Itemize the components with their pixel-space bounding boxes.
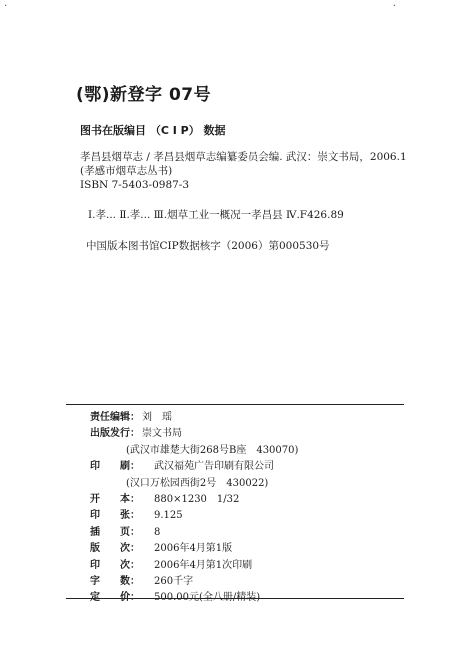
info-row-sheets	[90, 508, 410, 524]
corner-mark-right: ·	[392, 1, 396, 12]
info-label-publisher: 出版发行：	[90, 428, 140, 440]
info-value-edition: 2006年4月第1版	[154, 543, 233, 555]
cip-line-series: (孝感市烟草志丛书)	[80, 165, 173, 177]
registration-number: (鄂)新登字 07号	[76, 85, 212, 105]
info-value-word-count: 260千字	[154, 575, 194, 587]
info-value-editor: 刘 瑶	[142, 412, 172, 423]
classification-line: Ⅰ.孝... Ⅱ.孝... Ⅲ.烟草工业一概况一孝昌县 Ⅳ.F426.89	[88, 209, 344, 221]
info-label-price: 定 价：	[90, 592, 140, 604]
info-row-impression	[90, 558, 410, 574]
info-row-format	[90, 492, 410, 508]
info-label-format: 开 本：	[90, 493, 140, 505]
info-row-plates	[90, 525, 410, 541]
info-row-printer	[90, 459, 410, 475]
info-label-word-count: 字 数：	[90, 575, 140, 587]
info-label-editor: 责任编辑：	[90, 412, 140, 423]
info-value-publisher-address: (武汉市雄楚大街268号B座 430070)	[126, 444, 299, 456]
info-value-impression: 2006年4月第1次印刷	[154, 559, 253, 571]
info-label-edition: 版 次：	[90, 543, 140, 555]
info-row-printer-address	[90, 476, 410, 492]
info-label-impression: 印 次：	[90, 559, 140, 571]
info-value-sheets: 9.125	[154, 510, 183, 522]
info-value-printer-address: (汉口万松园西街2号 430022)	[126, 477, 269, 489]
info-label-printer: 印 刷：	[90, 461, 140, 473]
info-row-word-count	[90, 574, 410, 590]
info-value-price: 500.00元(全八册/精装)	[154, 592, 261, 604]
divider-top	[66, 404, 404, 405]
info-value-format: 880×1230 1/32	[154, 493, 240, 505]
info-label-sheets: 印 张：	[90, 510, 140, 522]
info-row-publisher-address	[90, 443, 410, 459]
cip-line-isbn: ISBN 7-5403-0987-3	[80, 179, 190, 191]
info-value-plates: 8	[154, 526, 161, 538]
info-row-editor	[90, 410, 410, 426]
divider-bottom	[66, 598, 404, 599]
info-value-publisher: 崇文书局	[142, 428, 182, 440]
publication-info	[90, 410, 410, 607]
cip-verification: 中国版本图书馆CIP数据核字（2006）第000530号	[86, 240, 330, 252]
cip-line-title: 孝昌县烟草志 / 孝昌县烟草志编纂委员会编. 武汉：崇文书局，2006.1	[80, 151, 407, 163]
cip-record	[80, 150, 420, 192]
cip-heading: 图书在版编目 （C I P） 数据	[80, 124, 226, 137]
info-label-plates: 插 页：	[90, 526, 140, 538]
corner-mark-left: ·	[4, 1, 8, 12]
info-row-publisher	[90, 426, 410, 442]
info-value-printer: 武汉福苑广告印刷有限公司	[154, 461, 274, 473]
info-row-edition	[90, 541, 410, 557]
